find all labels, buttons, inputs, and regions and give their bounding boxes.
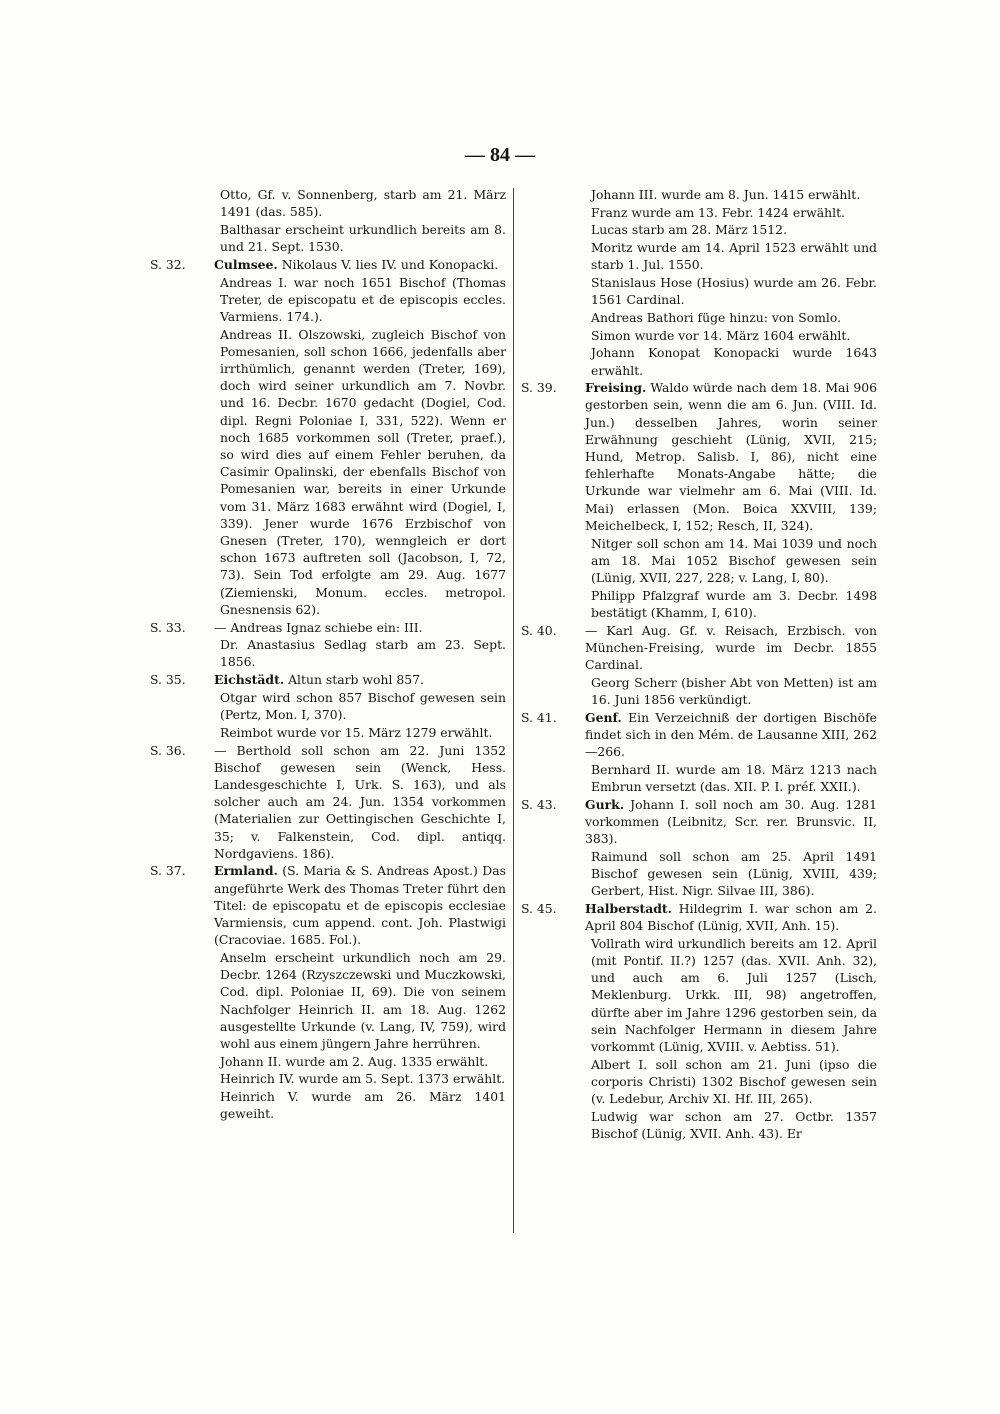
entry-body bbox=[591, 674, 877, 708]
text-entry bbox=[521, 1108, 877, 1142]
diocese-heading: Eichstädt. bbox=[214, 672, 285, 688]
entry-body bbox=[591, 935, 877, 1055]
diocese-heading: Ermland. bbox=[214, 863, 278, 879]
entry-body bbox=[220, 221, 506, 255]
entry-text: Albert I. soll schon am 21. Juni (ipso die corporis Christi) 1302 Bischof gewesen sein (v. Ledebur, Archiv XI. Hf. III, 265). bbox=[591, 1056, 877, 1107]
entry-body bbox=[214, 742, 506, 862]
entry-text: Altun starb wohl 857. bbox=[288, 672, 424, 688]
entry-text: Andreas Bathori füge hinzu: von Somlo. bbox=[591, 309, 842, 325]
text-entry bbox=[521, 1056, 877, 1108]
entry-body bbox=[591, 344, 877, 378]
right-column bbox=[521, 186, 877, 1143]
entry-body bbox=[591, 848, 877, 900]
entry-body bbox=[591, 1056, 877, 1108]
section-number: S. 39. bbox=[521, 380, 557, 396]
section-number: S. 43. bbox=[521, 796, 557, 812]
text-entry bbox=[150, 724, 506, 741]
entry-text: Andreas I. war noch 1651 Bischof (Thomas Treter, de episcopatu et de episcopis eccles. Varmiens. 174.). bbox=[220, 274, 506, 324]
entry-text: Dr. Anastasius Sedlag starb am 23. Sept. 1856. bbox=[220, 637, 506, 670]
page-number: — 84 — bbox=[465, 144, 535, 166]
text-entry bbox=[150, 1053, 506, 1070]
text-entry bbox=[521, 935, 877, 1055]
text-entry bbox=[521, 674, 877, 708]
entry-body bbox=[220, 1053, 506, 1070]
entry-text: Heinrich IV. wurde am 5. Sept. 1373 erwählt. bbox=[220, 1071, 506, 1087]
text-entry bbox=[521, 796, 877, 848]
entry-text: Balthasar erscheint urkundlich bereits am 8. und 21. Sept. 1530. bbox=[220, 221, 506, 255]
entry-body bbox=[220, 1070, 506, 1087]
text-entry bbox=[521, 535, 877, 587]
diocese-heading: Culmsee. bbox=[214, 256, 278, 272]
entry-text: Simon wurde vor 14. März 1604 erwählt. bbox=[591, 327, 851, 343]
text-entry bbox=[150, 256, 506, 273]
section-number: S. 32. bbox=[150, 256, 186, 272]
entry-text: Vollrath wird urkundlich bereits am 12. April (mit Pontif. II.?) 1257 (das. XVII. Anh. 32), und auch am 6. Juli 1257 (Lisch, Meklenburg. Urkk. III, 98) angetroffen, dürfte aber im Jahre 1296 gestorben sein, da sein Nachfolger Hermann in diesem Jahre vorkommt (Lünig, XVIII. v. Aebtiss. 51). bbox=[591, 935, 877, 1054]
text-entry bbox=[521, 327, 877, 344]
text-entry bbox=[521, 622, 877, 674]
entry-text: — Berthold soll schon am 22. Juni 1352 Bischof gewesen sein (Wenck, Hess. Landesgeschichte I, Urk. S. 163), und als solcher auch am 24. Jun. 1354 vorkommen (Materialien zur Oettingischen Geschichte I, 35; v. Falkenstein, Cod. dipl. antiqq. Nordgaviens. 186). bbox=[214, 742, 506, 861]
entry-text: Nikolaus V. lies IV. und Konopacki. bbox=[281, 256, 499, 272]
text-entry bbox=[150, 1070, 506, 1087]
entry-body bbox=[214, 862, 506, 948]
entry-body bbox=[591, 327, 877, 344]
entry-text: Georg Scherr (bisher Abt von Metten) ist am 16. Juni 1856 verkündigt. bbox=[591, 674, 877, 707]
text-entry bbox=[521, 309, 877, 326]
section-number: S. 33. bbox=[150, 619, 186, 635]
entry-text: Otto, Gf. v. Sonnenberg, starb am 21. März 1491 (das. 585). bbox=[220, 187, 506, 220]
entry-body bbox=[220, 1088, 506, 1122]
entry-text: Ludwig war schon am 27. Octbr. 1357 Bischof (Lünig, XVII. Anh. 43). Er bbox=[591, 1108, 877, 1141]
entry-body bbox=[220, 636, 506, 670]
entry-body bbox=[220, 326, 506, 618]
text-entry bbox=[521, 186, 877, 203]
entry-body bbox=[591, 221, 877, 238]
entry-body bbox=[220, 689, 506, 723]
entry-text: Hildegrim I. war schon am 2. April 804 Bischof (Lünig, XVII, Anh. 15). bbox=[585, 900, 877, 934]
diocese-heading: Freising. bbox=[585, 380, 647, 396]
entry-body bbox=[591, 186, 877, 203]
text-entry bbox=[521, 709, 877, 761]
text-entry bbox=[521, 204, 877, 221]
entry-text: Stanislaus Hose (Hosius) wurde am 26. Febr. 1561 Cardinal. bbox=[591, 275, 877, 308]
entry-body bbox=[220, 186, 506, 220]
entry-body bbox=[214, 671, 506, 688]
section-number: S. 36. bbox=[150, 742, 186, 758]
entry-text: Reimbot wurde vor 15. März 1279 erwählt. bbox=[220, 724, 493, 740]
entry-body bbox=[591, 1108, 877, 1142]
entry-text: Nitger soll schon am 14. Mai 1039 und noch am 18. Mai 1052 Bischof gewesen sein (Lünig, XVII, 227, 228; v. Lang, I, 80). bbox=[591, 535, 877, 585]
left-column bbox=[150, 186, 506, 1123]
text-entry bbox=[150, 326, 506, 618]
text-entry bbox=[150, 274, 506, 326]
entry-body bbox=[220, 949, 506, 1052]
entry-text: Franz wurde am 13. Febr. 1424 erwählt. bbox=[591, 204, 845, 220]
entry-body bbox=[591, 274, 877, 308]
diocese-heading: Halberstadt. bbox=[585, 900, 672, 916]
entry-text: Anselm erscheint urkundlich noch am 29. Decbr. 1264 (Rzyszczewski und Muczkowski, Cod. dipl. Poloniae II, 69). Die von seinem Nachfolger Heinrich II. am 18. Aug. 1262 ausgestellte Urkunde (v. Lang, IV, 759), wird wohl aus einem jüngern Jahre herrühren. bbox=[220, 949, 506, 1051]
text-entry bbox=[150, 742, 506, 862]
entry-body bbox=[591, 535, 877, 587]
text-entry bbox=[150, 671, 506, 688]
entry-body bbox=[585, 709, 877, 761]
entry-body bbox=[220, 724, 506, 741]
text-entry bbox=[150, 949, 506, 1052]
entry-text: Ein Verzeichniß der dortigen Bischöfe findet sich in den Mém. de Lausanne XIII, 262—266. bbox=[585, 709, 877, 759]
entry-body bbox=[591, 239, 877, 273]
entry-body bbox=[220, 274, 506, 326]
entry-text: — Karl Aug. Gf. v. Reisach, Erzbisch. von München-Freising, wurde im Decbr. 1855 Cardinal. bbox=[585, 622, 877, 672]
entry-text: Johann III. wurde am 8. Jun. 1415 erwählt. bbox=[591, 187, 861, 202]
text-entry bbox=[150, 619, 506, 636]
entry-body bbox=[591, 587, 877, 621]
text-entry bbox=[150, 689, 506, 723]
entry-body bbox=[585, 379, 877, 534]
text-entry bbox=[521, 221, 877, 238]
section-number: S. 45. bbox=[521, 900, 557, 916]
entry-text: Johann II. wurde am 2. Aug. 1335 erwählt. bbox=[220, 1053, 489, 1069]
text-entry bbox=[521, 900, 877, 934]
entry-text: Otgar wird schon 857 Bischof gewesen sein (Pertz, Mon. I, 370). bbox=[220, 689, 506, 723]
entry-text: (S. Maria & S. Andreas Apost.) Das angeführte Werk des Thomas Treter führt den Titel: de episcopatu et de episcopis ecclesiae Varmiensis, cum append. cont. Joh. Plastwigi (Cracoviae. 1685. Fol.). bbox=[214, 863, 506, 948]
text-entry bbox=[150, 636, 506, 670]
text-entry bbox=[521, 379, 877, 534]
diocese-heading: Gurk. bbox=[585, 796, 625, 812]
entry-text: Bernhard II. wurde am 18. März 1213 nach Embrun versetzt (das. XII. P. I. préf. XXII.). bbox=[591, 761, 877, 794]
entry-body bbox=[591, 204, 877, 221]
section-number: S. 37. bbox=[150, 863, 186, 879]
section-number: S. 35. bbox=[150, 672, 186, 688]
column-divider bbox=[513, 188, 514, 1233]
diocese-heading: Genf. bbox=[585, 709, 622, 725]
entry-body bbox=[591, 761, 877, 795]
entry-body bbox=[585, 900, 877, 934]
entry-body bbox=[214, 619, 506, 636]
text-entry bbox=[150, 186, 506, 220]
entry-text: — Andreas Ignaz schiebe ein: III. bbox=[214, 619, 423, 635]
entry-body bbox=[585, 796, 877, 848]
text-entry bbox=[150, 862, 506, 948]
entry-text: Waldo würde nach dem 18. Mai 906 gestorben sein, wenn die am 6. Jun. (VIII. Id. Jun.) desselben Jahres, worin seiner Erwähnung geschieht (Lünig, XVII, 215; Hund, Metrop. Salisb. I, 86), nicht eine fehlerhafte Monats-Angabe hätte; die Urkunde war vielmehr am 6. Mai (VIII. Id. Mai) erlassen (Mon. Boica XXVIII, 139; Meichelbeck, I, 152; Resch, II, 324). bbox=[585, 380, 877, 533]
entry-text: Moritz wurde am 14. April 1523 erwählt und starb 1. Jul. 1550. bbox=[591, 240, 877, 273]
section-number: S. 40. bbox=[521, 622, 557, 638]
entry-text: Johann I. soll noch am 30. Aug. 1281 vorkommen (Leibnitz, Scr. rer. Brunsvic. II, 383). bbox=[585, 796, 877, 847]
text-entry bbox=[521, 344, 877, 378]
entry-text: Heinrich V. wurde am 26. März 1401 geweiht. bbox=[220, 1089, 506, 1122]
text-entry bbox=[150, 1088, 506, 1122]
entry-text: Philipp Pfalzgraf wurde am 3. Decbr. 1498 bestätigt (Khamm, I, 610). bbox=[591, 587, 877, 620]
entry-body bbox=[585, 622, 877, 674]
text-entry bbox=[150, 221, 506, 255]
text-entry bbox=[521, 848, 877, 900]
entry-text: Raimund soll schon am 25. April 1491 Bischof gewesen sein (Lünig, XVIII, 439; Gerbert, Hist. Nigr. Silvae III, 386). bbox=[591, 848, 877, 899]
entry-text: Andreas II. Olszowski, zugleich Bischof von Pomesanien, soll schon 1666, jedenfalls aber irrthümlich, genannt werden (Treter, 169), doch wird seiner urkundlich am 7. Novbr. und 16. Decbr. 1670 gedacht (Dogiel, Cod. dipl. Regni Poloniae I, 331, 522). Wenn er noch 1685 vorkommen soll (Treter, praef.), so wird dies auf einem Fehler beruhen, da Casimir Opalinski, der ebenfalls Bischof von Pomesanien war, bereits in einer Urkunde vom 31. März 1683 erwähnt wird (Dogiel, I, 339). Jener wurde 1676 Erzbischof von Gnesen (Treter, 170), wenngleich er dort schon 1673 auftreten soll (Jacobson, I, 72, 73). Sein Tod erfolgte am 29. Aug. 1677 (Ziemienski, Monum. eccles. metropol. Gnesnensis 62). bbox=[220, 326, 506, 617]
text-entry bbox=[521, 239, 877, 273]
entry-text: Johann Konopat Konopacki wurde 1643 erwählt. bbox=[591, 345, 877, 378]
entry-body bbox=[214, 256, 506, 273]
entry-text: Lucas starb am 28. März 1512. bbox=[591, 222, 788, 238]
entry-body bbox=[591, 309, 877, 326]
text-entry bbox=[521, 761, 877, 795]
text-entry bbox=[521, 274, 877, 308]
section-number: S. 41. bbox=[521, 709, 557, 725]
text-entry bbox=[521, 587, 877, 621]
